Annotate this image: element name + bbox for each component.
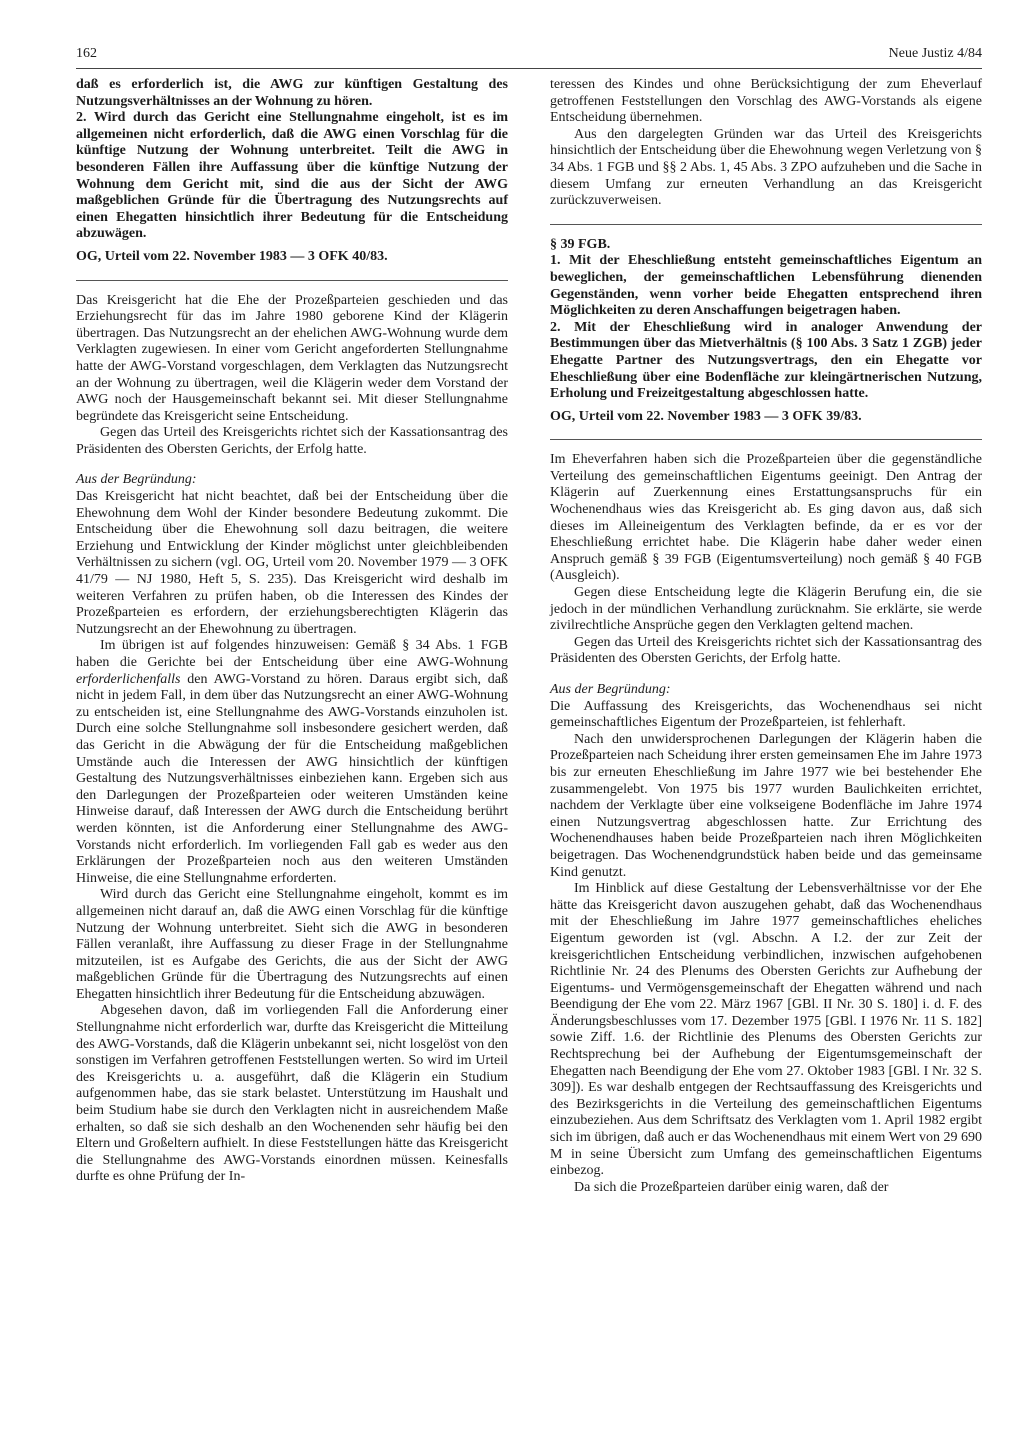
headnote-paragraph: 2. Wird durch das Gericht eine Stellungnahme eingeholt, ist es im allgemeinen nicht erforderlich, daß die AWG einen Vorschlag für die künftige Nutzung der Wohnung unterbreitet. Teilt die AWG in besonderen Fällen ihre Auffassung über die künftige Nutzung der Wohnung dem Gericht mit, sind die aus der Sicht der AWG maßgeblichen Gründe für die Übertragung des Nutzungsrechts auf einen Ehegatten hinsichtlich ihrer Bedeutung für die Entscheidung abzuwägen. bbox=[76, 110, 508, 242]
reasoning-heading: Aus der Begründung: bbox=[76, 472, 197, 488]
body-paragraph: teressen des Kindes und ohne Berücksichtigung der zum Eheverlauf getroffenen Feststellungen den Vorschlag des AWG-Vorstands als eigene Entscheidung übernehmen. bbox=[550, 77, 982, 126]
section-heading: § 39 FGB. bbox=[550, 236, 611, 252]
divider bbox=[550, 224, 982, 225]
body-paragraph: Gegen diese Entscheidung legte die Klägerin Berufung ein, die sie jedoch in der mündlichen Verhandlung zurücknahm. Sie erklärte, sie werde zivilrechtliche Ansprüche gegen den Verklagten geltend machen. bbox=[550, 585, 982, 634]
body-paragraph: Das Kreisgericht hat nicht beachtet, daß bei der Entscheidung über die Ehewohnung dem Wohl der Kinder besondere Bedeutung zukommt. Die Entscheidung über die Ehewohnung soll dazu beitragen, die weitere Erziehung und Entwicklung der Kinder möglichst unter gleichbleibenden Verhältnissen zu sichern (vgl. OG, Urteil vom 20. November 1979 — 3 OFK 41/79 — NJ 1980, Heft 5, S. 235). Das Kreisgericht wird deshalb im weiteren Verfahren zu prüfen haben, ob die Interessen des Kindes der Prozeßparteien es erfordern, der erziehungsberechtigten Klägerin das Nutzungsrecht an der Ehewohnung zu übertragen. bbox=[76, 489, 508, 637]
body-paragraph: Da sich die Prozeßparteien darüber einig waren, daß der bbox=[574, 1179, 889, 1195]
decision-citation: OG, Urteil vom 22. November 1983 — 3 OFK 40/83. bbox=[76, 248, 388, 264]
reasoning-heading: Aus der Begründung: bbox=[550, 682, 671, 697]
body-paragraph: Aus den dargelegten Gründen war das Urteil des Kreisgerichts hinsichtlich der Entscheidung über die Ehewohnung wegen Verletzung von § 34 Abs. 1 FGB und §§ 2 Abs. 1, 45 Abs. 3 ZPO aufzuheben und die Sache in diesem Umfang zur erneuten Verhandlung an das Kreisgericht zurückzuverweisen. bbox=[550, 126, 982, 209]
divider bbox=[550, 439, 982, 440]
body-paragraph: Die Auffassung des Kreisgerichts, das Wochenendhaus sei nicht gemeinschaftliches Eigentum der Prozeßparteien, ist fehlerhaft. bbox=[550, 698, 982, 731]
body-paragraph: Im Eheverfahren haben sich die Prozeßparteien über die gegenständliche Verteilung des gemeinschaftlichen Eigentums geeinigt. Den Antrag der Klägerin auf Zuerkennung eines Erstattungsanspruchs für ein Wochenendhaus wies das Kreisgericht ab. Es ging davon aus, daß sich dieses im Alleineigentum des Verklagten befinde, da er es vor der Eheschließung errichtet habe. Die Klägerin habe daher weder einen Anspruch gemäß § 39 FGB (Eigentumsverteilung) noch gemäß § 40 FGB (Ausgleich). bbox=[550, 452, 982, 584]
body-paragraph: Nach den unwidersprochenen Darlegungen der Klägerin haben die Prozeßparteien nach Scheidung ihrer ersten gemeinsamen Ehe im Jahre 1973 bis zur erneuten Eheschließung im Jahre 1977 wie bei bestehender Ehe zusammengelebt. Von 1975 bis 1977 wurden Baulichkeiten errichtet, nachdem der Verklagte über eine volkseigene Bodenfläche im Jahre 1974 einen Nutzungsvertrag abgeschlossen hatte. Zur Errichtung des Wochenendhauses haben beide Prozeßparteien nach ihren Möglichkeiten beigetragen. Das Wochenendgrundstück haben beide und das gemeinsame Kind genutzt. bbox=[550, 731, 982, 880]
divider bbox=[76, 280, 508, 281]
left-column bbox=[76, 77, 508, 1196]
right-column bbox=[550, 77, 982, 1196]
headnote-paragraph: 1. Mit der Eheschließung entsteht gemeinschaftliches Eigentum an beweglichen, der gemeinschaftlichen Lebensführung dienenden Gegenständen, wenn vorher beide Ehegatten entsprechend ihren Möglichkeiten zu deren Anschaffungen beigetragen haben. bbox=[550, 253, 982, 319]
body-paragraph: Abgesehen davon, daß im vorliegenden Fall die Anforderung einer Stellungnahme nicht erforderlich war, durfte das Kreisgericht die Mitteilung des AWG-Vorstands, daß die Klägerin unbekannt sei, nicht losgelöst von den sonstigen im Verfahren getroffenen Feststellungen werten. So wird im Urteil des Kreisgerichts u. a. ausgeführt, daß die Klägerin ein Studium aufgenommen habe, das sie stark belastet. Unterstützung im Haushalt und beim Studium habe sie durch den Verklagten nicht in ausreichendem Maße erhalten, so daß sie sich deshalb an den Wochenenden sehr häufig bei den Eltern und Großeltern aufhielt. In diese Feststellungen hätte das Kreisgericht die Stellungnahme des AWG-Vorstands einordnen müssen. Keinesfalls durfte es ohne Prüfung der In- bbox=[76, 1003, 508, 1185]
text-columns bbox=[76, 77, 982, 1196]
body-paragraph: Im übrigen ist auf folgendes hinzuweisen: Gemäß § 34 Abs. 1 FGB haben die Gerichte bei der Entscheidung über eine AWG-Wohnung erforderlichenfalls den AWG-Vorstand zu hören. Daraus ergibt sich, daß nicht in jedem Fall, in dem über das Nutzungsrecht an einer AWG-Wohnung zu entscheiden ist, eine Stellungnahme des AWG-Vorstands einzuholen ist. Durch eine solche Stellungnahme soll insbesondere gesichert werden, daß das Gericht in die Abwägung der für die Entscheidung maßgeblichen Umstände auch die Interessen der AWG hinsichtlich der künftigen Gestaltung des Nutzungsverhältnisses einbeziehen kann. Ergeben sich aus den Darlegungen der Prozeßparteien oder weiteren Umständen keine Hinweise darauf, daß Interessen der AWG durch die Entscheidung berührt werden könnten, ist die Anforderung einer Stellungnahme des AWG-Vorstands nicht erforderlich. Im vorliegenden Fall gab es weder aus den Erklärungen der Prozeßparteien noch aus den weiteren Umständen Hinweise, die eine Stellungnahme erforderten. bbox=[76, 638, 508, 886]
headnote-paragraph: 2. Mit der Eheschließung wird in analoger Anwendung der Bestimmungen über das Mietverhältnis (§ 100 Abs. 3 Satz 1 ZGB) jeder Ehegatte Partner des Nutzungsvertrags, den ein Ehegatte vor Eheschließung über eine Bodenfläche zur kleingärtnerischen Nutzung, Erholung und Freizeitgestaltung abgeschlossen hatte. bbox=[550, 319, 982, 402]
body-paragraph: Gegen das Urteil des Kreisgerichts richtet sich der Kassationsantrag des Präsidenten des Obersten Gerichts, der Erfolg hatte. bbox=[76, 425, 508, 457]
headnote-paragraph: daß es erforderlich ist, die AWG zur künftigen Gestaltung des Nutzungsverhältnisses an der Wohnung zu hören. bbox=[76, 77, 508, 109]
body-paragraph: Das Kreisgericht hat die Ehe der Prozeßparteien geschieden und das Erziehungsrecht für das im Jahre 1980 geborene Kind der Klägerin übertragen. Das Nutzungsrecht an der ehelichen AWG-Wohnung wurde dem Verklagten zugewiesen. In einer vom Gericht angeforderten Stellungnahme hatte der AWG-Vorstand vorgeschlagen, dem Verklagten das Nutzungsrecht an der Wohnung zu übertragen, weil die Klägerin weder dem Vorstand der AWG noch der Hausgemeinschaft bekannt sei. Mit dieser Stellungnahme begründete das Kreisgericht seine Entscheidung. bbox=[76, 292, 508, 424]
body-paragraph: Wird durch das Gericht eine Stellungnahme eingeholt, kommt es im allgemeinen nicht darauf an, daß die AWG einen Vorschlag für die künftige Nutzung der Wohnung unterbreitet. Sieht sich die AWG in besonderen Fällen veranlaßt, ihre Auffassung zu dieser Frage in der Stellungnahme mitzuteilen, ist es Aufgabe des Gerichts, die aus der Sicht der AWG maßgeblichen Gründe für die Übertragung des Nutzungsrechts auf einen Ehegatten hinsichtlich ihrer Bedeutung für die Entscheidung abzuwägen. bbox=[76, 887, 508, 1002]
page-header bbox=[76, 42, 982, 69]
page-number: 162 bbox=[76, 46, 97, 61]
body-paragraph: Gegen das Urteil des Kreisgerichts richtet sich der Kassationsantrag des Präsidenten des Obersten Gerichts, der Erfolg hatte. bbox=[550, 634, 982, 667]
body-paragraph: Im Hinblick auf diese Gestaltung der Lebensverhältnisse vor der Ehe hätte das Kreisgericht davon auszugehen gehabt, daß das Wochenendhaus mit der Eheschließung im Jahre 1977 gemeinschaftliches eheliches Eigentum geworden ist (vgl. Abschn. A I.2. der zur Zeit der kreisgerichtlichen Entscheidung verbindlichen, inzwischen aufgehobenen Richtlinie Nr. 24 des Plenums des Obersten Gerichts zur Aufhebung der Eigentums- und Vermögensgemeinschaft der Ehegatten während und nach Beendigung der Ehe vom 22. März 1967 [GBl. II Nr. 30 S. 180] i. d. F. des Änderungsbeschlusses vom 17. Dezember 1975 [GBl. I 1976 Nr. 11 S. 182] sowie Ziff. 1.6. der Richtlinie des Plenums des Obersten Gerichts zur Rechtsprechung bei der Aufhebung der Eigentumsgemeinschaft der Ehegatten nach Beendigung der Ehe vom 27. Oktober 1983 [GBl. I Nr. 32 S. 309]). Es war deshalb entgegen der Rechtsauffassung des Kreisgerichts und des Bezirksgerichts in die Verteilung des gemeinschaftlichen Eigentums einzubeziehen. Aus dem Schriftsatz des Verklagten vom 1. April 1982 ergibt sich im übrigen, daß auch er das Wochenendhaus mit einem Wert von 29 690 M in seine Übersicht zum Umfang des gemeinschaftlichen Eigentums einbezog. bbox=[550, 881, 982, 1179]
decision-citation: OG, Urteil vom 22. November 1983 — 3 OFK 39/83. bbox=[550, 408, 862, 424]
journal-issue: Neue Justiz 4/84 bbox=[888, 46, 982, 61]
